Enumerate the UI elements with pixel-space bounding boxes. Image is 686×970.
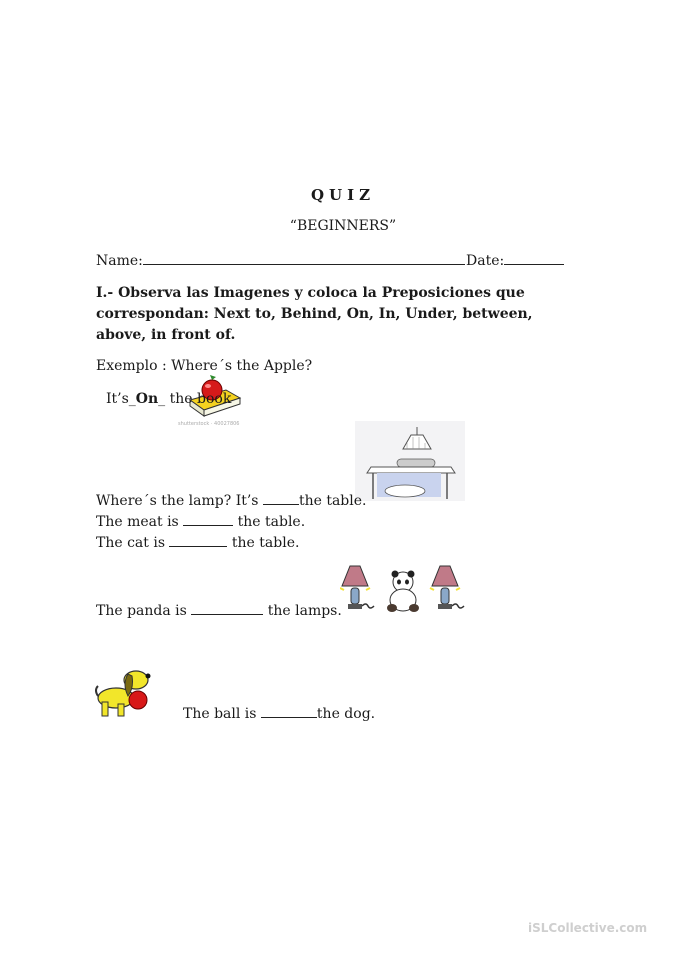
dog-with-ball-icon [94, 666, 156, 720]
date-row [466, 252, 564, 269]
example-answer-word: On [135, 391, 159, 407]
date-label: Date: [466, 253, 505, 269]
lamp-right-icon [430, 566, 464, 609]
watermark: iSLCollective.com [528, 921, 648, 935]
date-field[interactable] [504, 252, 564, 265]
panda-between-lamps-icon [340, 564, 466, 616]
dog-ball-image [94, 666, 156, 720]
table-scene-image [355, 421, 465, 501]
answer-blank-lamp[interactable] [263, 492, 299, 505]
panda-lamps-image [340, 564, 466, 616]
example-answer: It’s_On_ the book [106, 391, 232, 407]
answer-blank-panda[interactable] [191, 602, 263, 615]
question-meat: The meat is the table. [96, 514, 306, 530]
quiz-title: QUIZ [310, 186, 376, 204]
question-cat: The cat is the table. [96, 535, 300, 551]
lamp-left-icon [340, 566, 374, 609]
example-question: Exemplo : Where´s the Apple? [96, 358, 313, 374]
question-ball: The ball is the dog. [183, 706, 376, 722]
name-row [96, 252, 465, 269]
name-field[interactable] [143, 252, 465, 265]
quiz-subtitle: “BEGINNERS” [289, 218, 397, 234]
lamp-table-cat-icon [355, 421, 465, 501]
name-label: Name: [96, 253, 143, 269]
question-lamp: Where´s the lamp? It’s the table. [96, 493, 367, 509]
instructions: I.- Observa las Imagenes y coloca la Preposiciones que correspondan: Next to, Behind, On, In, Under, between, above, in front of. [96, 285, 533, 343]
panda-icon [387, 571, 419, 613]
answer-blank-cat[interactable] [169, 534, 227, 547]
image-caption: shutterstock · 40027806 [178, 421, 240, 427]
question-panda: The panda is the lamps. [96, 603, 342, 619]
answer-blank-meat[interactable] [183, 513, 233, 526]
answer-blank-ball[interactable] [261, 705, 317, 718]
